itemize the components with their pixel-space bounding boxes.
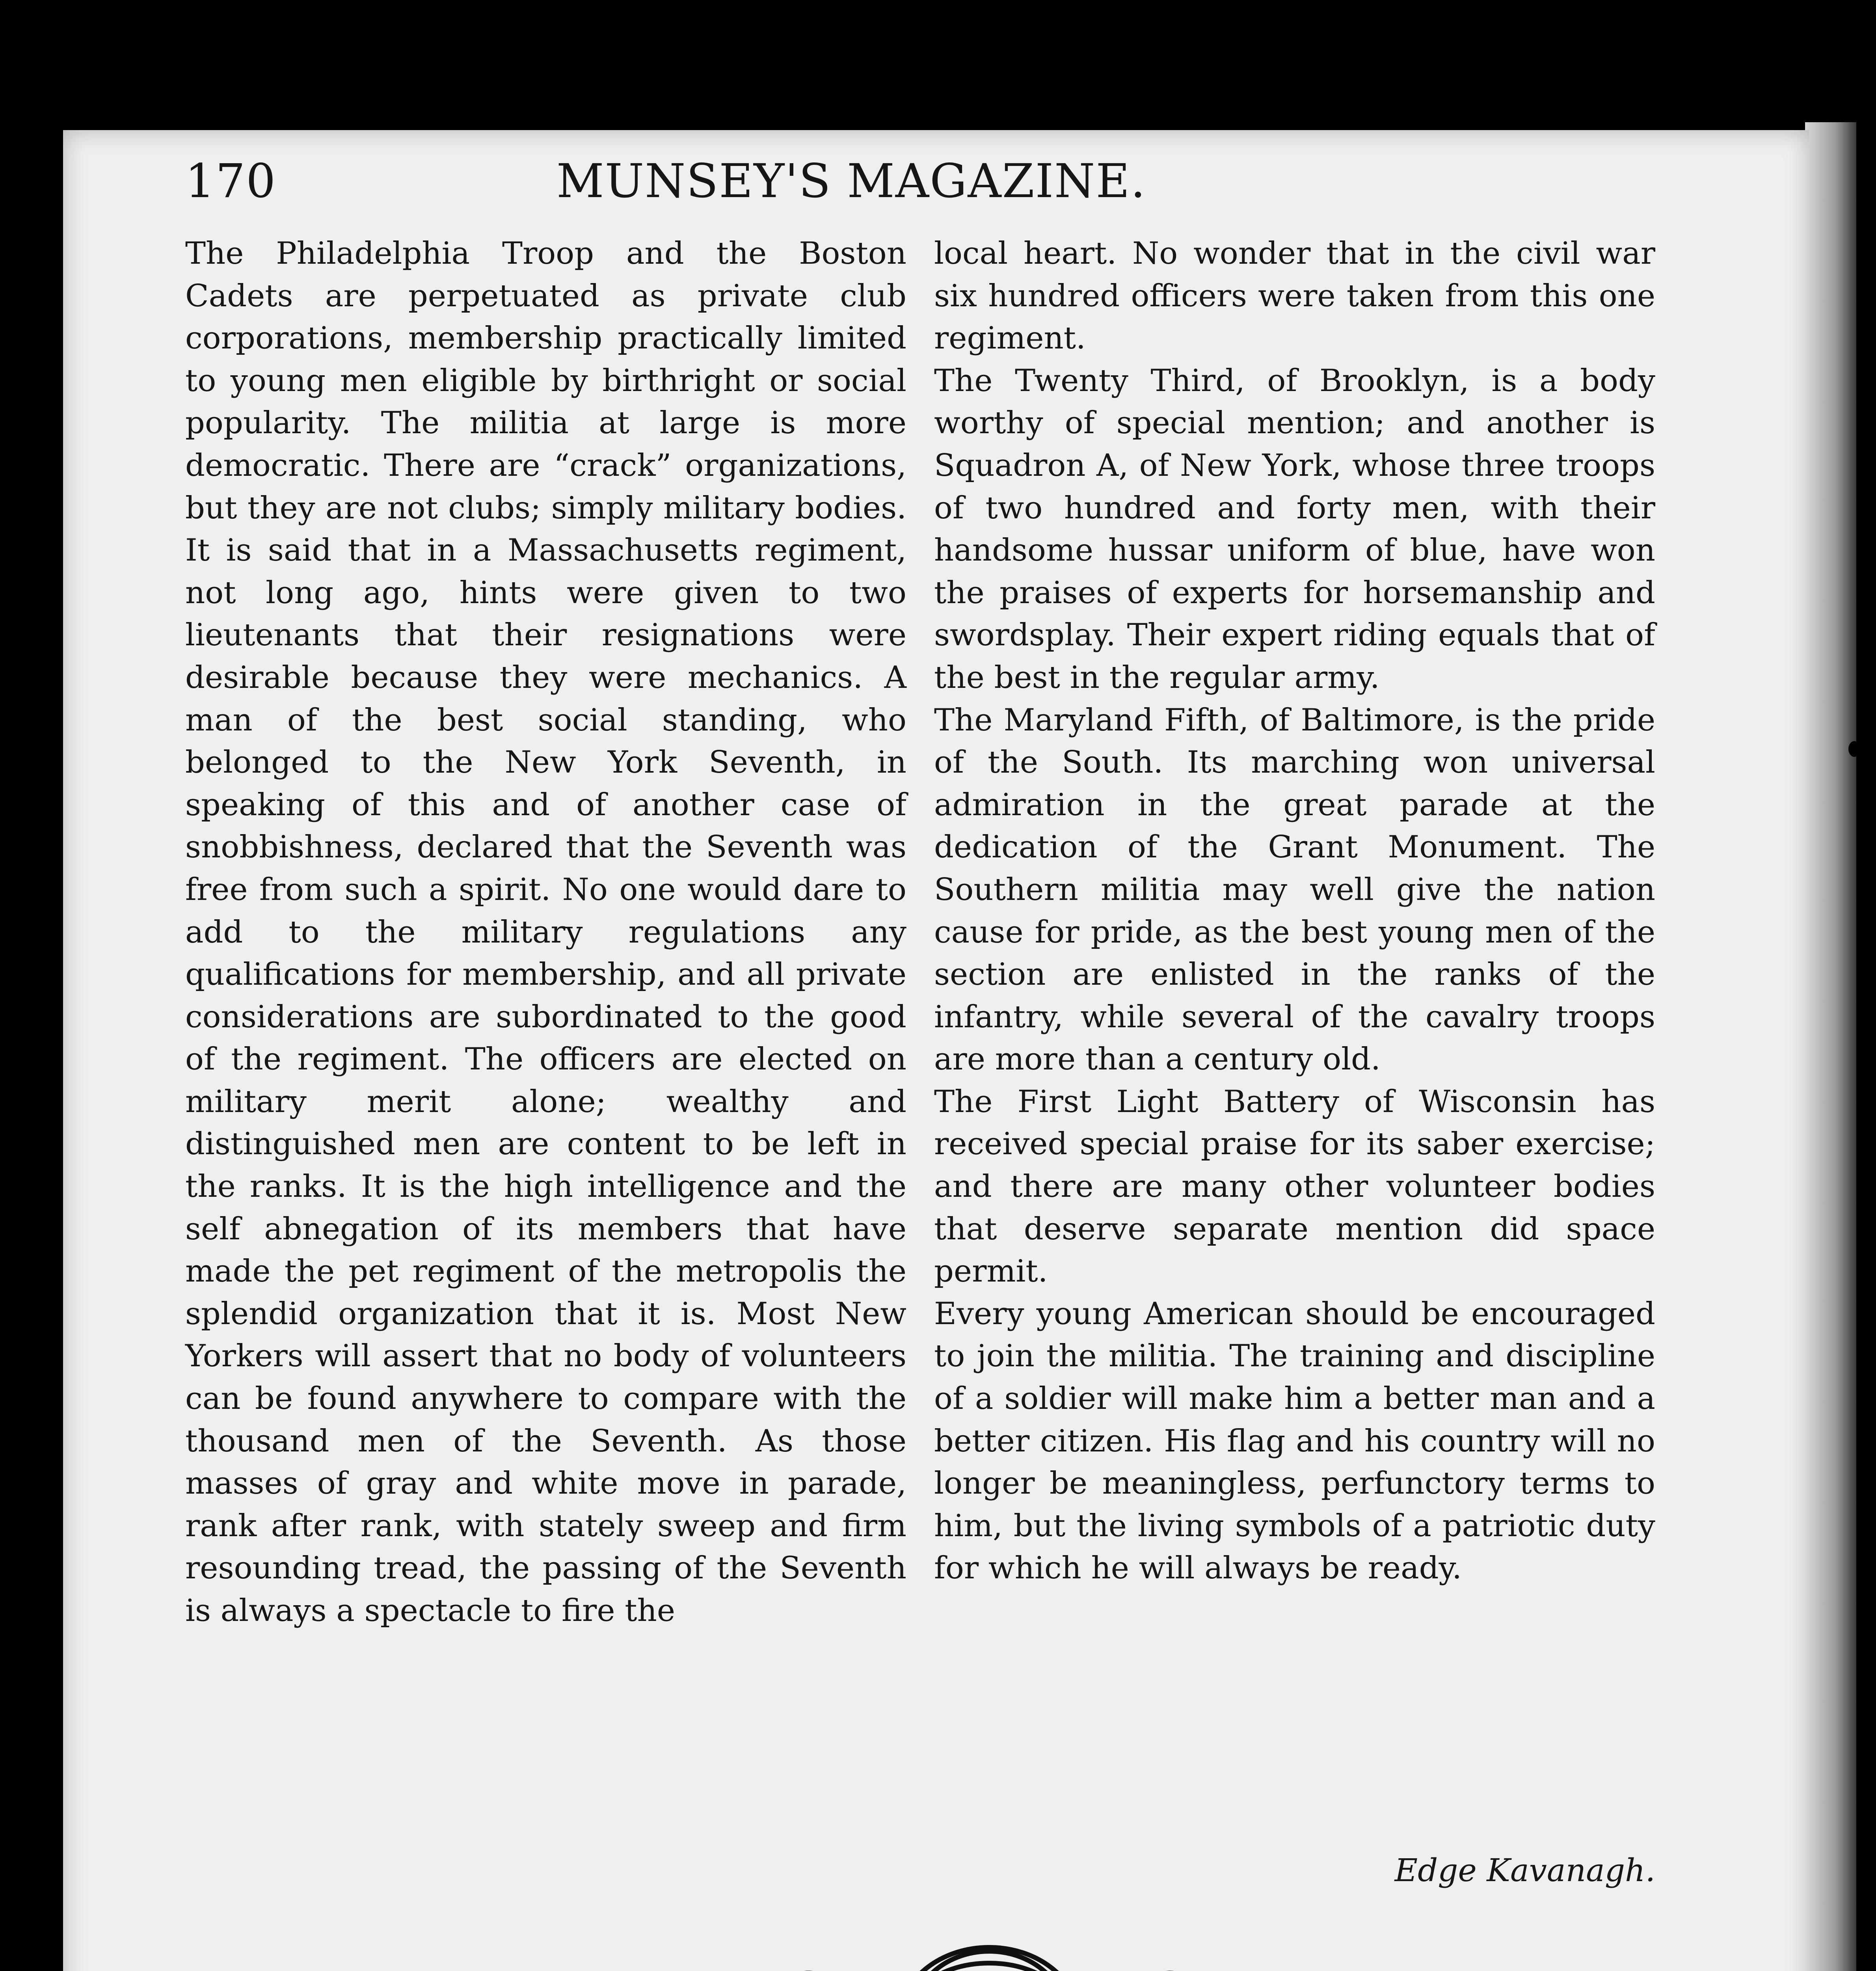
paragraph: The Maryland Fifth, of Baltimore, is the pride of the South. Its marching won universal admiration in the great parade at the dedication of the Grant Monument. The Southern militia may well give the nation cause for pride, as the best young men of the section are enlisted in the ranks of the infantry, while several of the cavalry troops are more than a century old. — [934, 702, 1655, 1077]
paragraph: The Philadelphia Troop and the Boston Cadets are perpetuated as private club corporations, membership practically limited to young men eligible by birthright or social popularity. The militia at large is more democratic. There are “crack” organizations, but they are not clubs; simply military bodies. It is said that in a Massachusetts regiment, not long ago, hints were given to two lieutenants that their resignations were desirable because they were mechanics. A man of the best social standing, who belonged to the New York Seventh, in speaking of this and of another case of snobbishness, declared that the Seventh was free from such a spirit. No one would dare to add to the military regulations any qualifications for membership, and all private considerations are subordinated to the good of the regiment. The officers are elected on military merit alone; wealthy and distinguished men are content to be left in the ranks. It is the high intelligence and the self abnegation of its members that have made the pet regiment of the metropolis the splendid organization that it is. Most New Yorkers will assert that no body of volunteers can be found anywhere to compare with the thousand men of the Seventh. As those masses of gray and white move in parade, rank after rank, with stately sweep and firm resounding tread, the passing of the Seventh is always a spectacle to fire the — [185, 236, 906, 1628]
paragraph: Every young American should be encouraged to join the militia. The training and discipline of a soldier will make him a better man and a better citizen. His flag and his country will no longer be meaningless, perfunctory terms to him, but the living symbols of a patriotic duty for which he will always be ready. — [934, 1296, 1655, 1586]
page-header — [185, 154, 1517, 233]
article-right-column — [934, 233, 1655, 1869]
article-left-column — [185, 233, 906, 1869]
paragraph: local heart. No wonder that in the civil war six hundred officers were taken from this one regiment. — [934, 236, 1655, 356]
paragraph: The First Light Battery of Wisconsin has received special praise for its saber exercise; and there are many other volunteer bodies that deserve separate mention did space permit. — [934, 1084, 1655, 1289]
ink-speck — [1848, 741, 1860, 757]
ornament-icon — [410, 1939, 1569, 1971]
article-author: Edge Kavanagh. — [1394, 1852, 1655, 1889]
book-spine — [1805, 122, 1856, 1971]
page-number: 170 — [185, 154, 277, 208]
running-head: MUNSEY'S MAGAZINE. — [556, 154, 1146, 208]
paragraph: The Twenty Third, of Brooklyn, is a body worthy of special mention; and another is Squadron A, of New York, whose three troops of two hundred and forty men, with their handsome hussar uniform of blue, have won the praises of experts for horsemanship and swordsplay. Their expert riding equals that of the best in the regular army. — [934, 363, 1655, 695]
